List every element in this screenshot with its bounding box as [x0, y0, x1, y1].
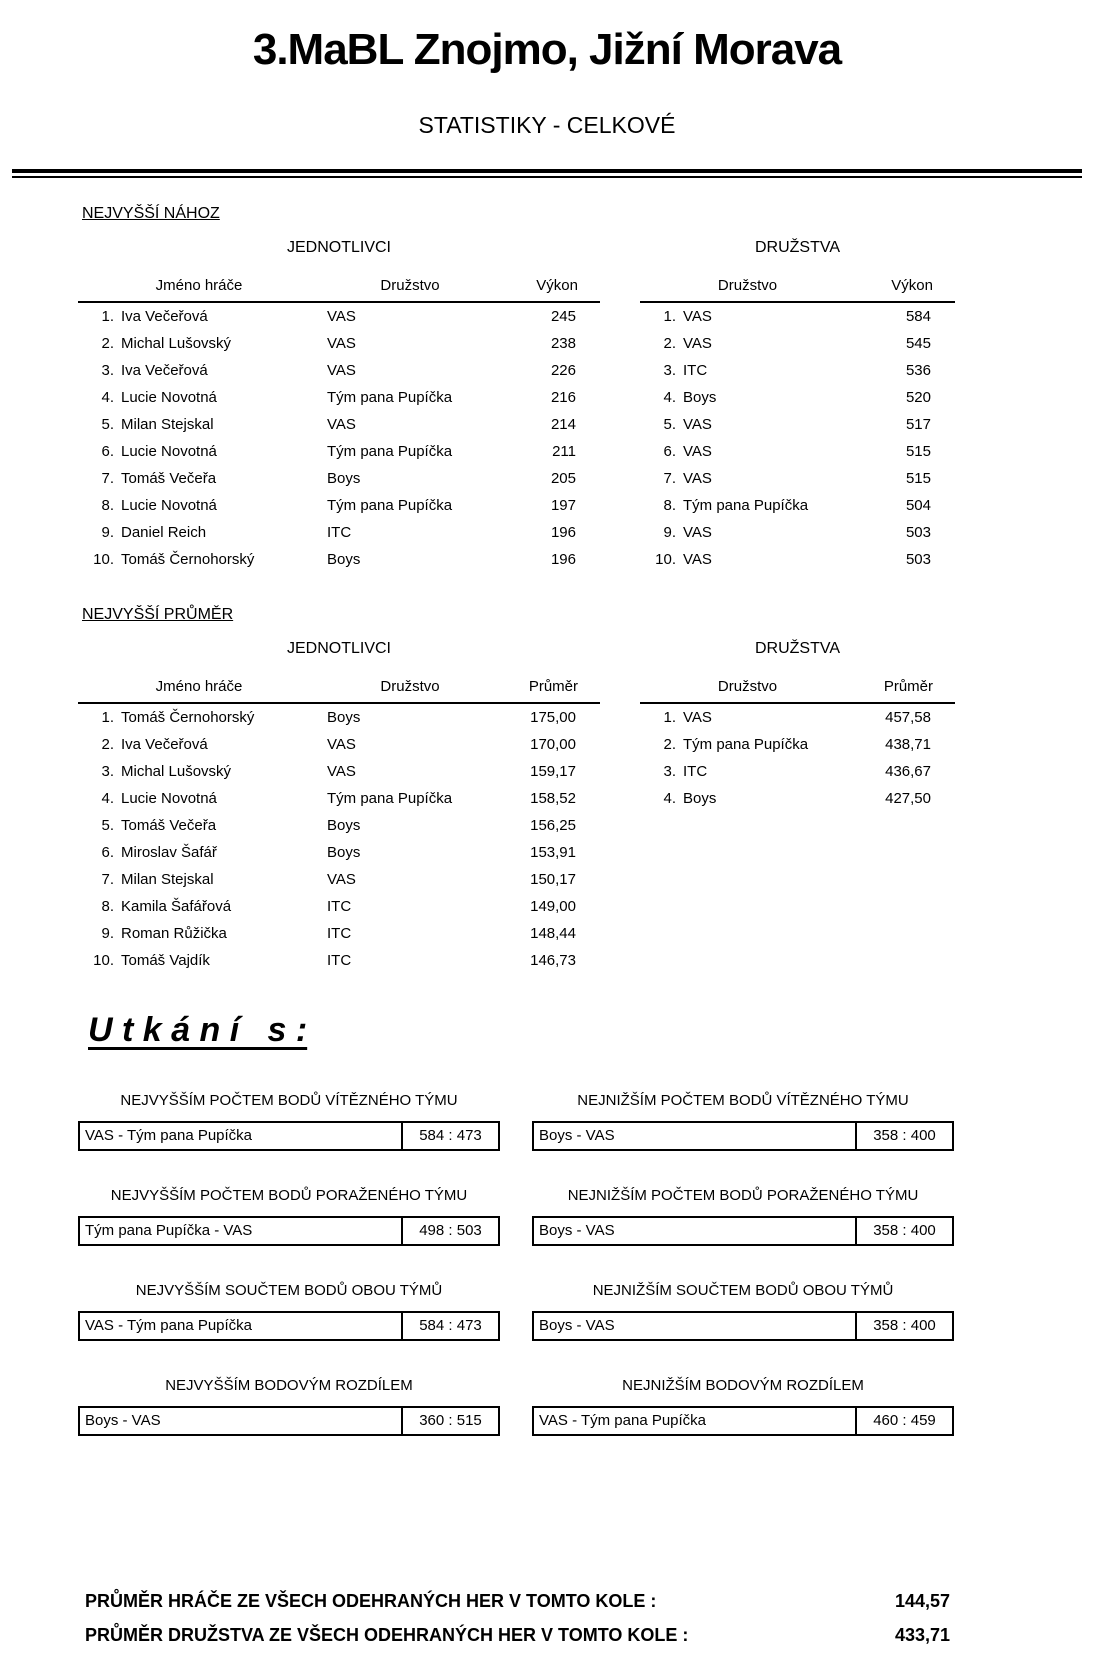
cell-value: 159,17 — [530, 763, 576, 780]
cell-value: 520 — [905, 389, 931, 406]
table-row — [78, 812, 600, 839]
table-row — [640, 546, 955, 573]
cell-name: Lucie Novotná — [121, 790, 217, 807]
divider-double-rule — [12, 169, 1082, 178]
cell-rank: 5. — [101, 817, 114, 834]
cell-rank: 3. — [663, 763, 676, 780]
cell-name: Michal Lušovský — [121, 335, 232, 352]
cell-rank: 9. — [101, 925, 114, 942]
match-item — [532, 1377, 954, 1436]
utkani-heading: U t k á n í s : — [88, 1011, 308, 1049]
cell-name: Tomáš Černohorský — [121, 551, 255, 568]
cell-name: Iva Večeřová — [121, 308, 208, 325]
match-score: 584 : 473 — [419, 1317, 482, 1334]
table-header-row — [78, 678, 600, 704]
cell-team: VAS — [683, 470, 712, 487]
table-row — [78, 947, 600, 974]
column-header-value: Výkon — [891, 277, 933, 294]
table-row — [640, 465, 955, 492]
table-body — [78, 303, 600, 573]
cell-name: Lucie Novotná — [121, 389, 217, 406]
cell-value: 205 — [550, 470, 576, 487]
cell-name: Daniel Reich — [121, 524, 207, 541]
cell-team: VAS — [683, 335, 712, 352]
cell-team: VAS — [327, 362, 356, 379]
match-label: NEJVYŠŠÍM POČTEM BODŮ PORAŽENÉHO TÝMU — [110, 1187, 468, 1204]
cell-value: 146,73 — [530, 952, 576, 969]
table-row — [78, 785, 600, 812]
table-row — [78, 492, 600, 519]
cell-team: Tým pana Pupíčka — [327, 443, 453, 460]
cell-team: VAS — [327, 871, 356, 888]
match-box — [78, 1121, 500, 1151]
cell-name: Iva Večeřová — [121, 736, 208, 753]
cell-rank: 8. — [101, 497, 114, 514]
column-header-team: Družstvo — [380, 678, 440, 695]
table-row — [78, 519, 600, 546]
match-item — [532, 1282, 954, 1341]
table-row — [640, 785, 955, 812]
section-heading-prumer: NEJVYŠŠÍ PRŮMĚR — [82, 606, 234, 623]
cell-team: ITC — [683, 763, 708, 780]
match-item — [78, 1092, 500, 1151]
cell-team: VAS — [327, 308, 356, 325]
table-row — [640, 384, 955, 411]
match-item — [532, 1092, 954, 1151]
cell-rank: 8. — [663, 497, 676, 514]
match-item — [78, 1377, 500, 1436]
cell-team: ITC — [327, 925, 352, 942]
cell-rank: 1. — [663, 308, 676, 325]
match-teams: Boys - VAS — [534, 1123, 857, 1149]
cell-name: Tomáš Vajdík — [121, 952, 210, 969]
table-row — [78, 357, 600, 384]
cell-value: 214 — [550, 416, 576, 433]
table-header-row — [78, 277, 600, 303]
nahoz-teams-table — [640, 239, 955, 573]
cell-rank: 7. — [101, 470, 114, 487]
cell-name: Tomáš Černohorský — [121, 709, 255, 726]
cell-value: 245 — [550, 308, 576, 325]
table-row — [640, 519, 955, 546]
table-row — [78, 330, 600, 357]
cell-team: Tým pana Pupíčka — [327, 790, 453, 807]
cell-name: Lucie Novotná — [121, 497, 217, 514]
nahoz-individuals-table — [78, 239, 600, 573]
cell-team: Boys — [327, 551, 361, 568]
column-header-value: Průměr — [883, 678, 933, 695]
section-nejvyssi-nahoz — [0, 204, 1094, 573]
table-row — [78, 920, 600, 947]
cell-team: VAS — [683, 551, 712, 568]
cell-value: 515 — [905, 443, 931, 460]
cell-rank: 2. — [101, 736, 114, 753]
cell-name: Milan Stejskal — [121, 416, 214, 433]
cell-rank: 2. — [663, 335, 676, 352]
match-score: 358 : 400 — [873, 1127, 936, 1144]
match-teams: VAS - Tým pana Pupíčka — [534, 1408, 857, 1434]
table-title-jednotlivci: JEDNOTLIVCI — [286, 640, 391, 657]
cell-rank: 2. — [663, 736, 676, 753]
table-row — [78, 758, 600, 785]
table-row — [78, 893, 600, 920]
match-item — [532, 1187, 954, 1246]
table-row — [78, 546, 600, 573]
section-nejvyssi-prumer — [0, 605, 1094, 974]
column-header-value: Výkon — [536, 277, 578, 294]
cell-rank: 8. — [101, 898, 114, 915]
table-row — [78, 465, 600, 492]
cell-value: 515 — [905, 470, 931, 487]
cell-value: 584 — [905, 308, 931, 325]
match-score: 460 : 459 — [873, 1412, 936, 1429]
cell-team: ITC — [327, 524, 352, 541]
cell-value: 148,44 — [530, 925, 576, 942]
cell-rank: 5. — [101, 416, 114, 433]
cell-team: Tým pana Pupíčka — [327, 389, 453, 406]
match-label: NEJVYŠŠÍM BODOVÝM ROZDÍLEM — [165, 1377, 413, 1394]
prumer-teams-table — [640, 640, 955, 974]
cell-team: VAS — [683, 416, 712, 433]
match-box — [532, 1406, 954, 1436]
column-header-team: Družstvo — [717, 277, 778, 294]
summary-value: 433,71 — [894, 1625, 950, 1645]
table-title-druzstva: DRUŽSTVA — [754, 640, 841, 657]
cell-name: Lucie Novotná — [121, 443, 217, 460]
table-row — [78, 866, 600, 893]
table-header-row — [640, 678, 955, 704]
match-teams: Boys - VAS — [534, 1313, 857, 1339]
cell-team: Boys — [683, 389, 717, 406]
summary-row — [85, 1618, 950, 1652]
cell-rank: 6. — [101, 443, 114, 460]
cell-rank: 9. — [101, 524, 114, 541]
match-box — [532, 1121, 954, 1151]
cell-value: 149,00 — [530, 898, 576, 915]
cell-team: ITC — [327, 952, 352, 969]
cell-rank: 10. — [655, 551, 676, 568]
match-label: NEJVYŠŠÍM POČTEM BODŮ VÍTĚZNÉHO TÝMU — [120, 1092, 458, 1109]
table-row — [640, 758, 955, 785]
cell-team: ITC — [327, 898, 352, 915]
cell-rank: 9. — [663, 524, 676, 541]
column-header-name: Jméno hráče — [155, 678, 243, 695]
cell-team: Boys — [327, 817, 361, 834]
table-row — [640, 704, 955, 731]
cell-name: Roman Růžička — [121, 925, 227, 942]
cell-value: 196 — [550, 551, 576, 568]
cell-rank: 4. — [663, 389, 676, 406]
match-label: NEJNIŽŠÍM POČTEM BODŮ PORAŽENÉHO TÝMU — [567, 1187, 919, 1204]
cell-team: Boys — [327, 470, 361, 487]
page-title: 3.MaBL Znojmo, Jižní Morava — [252, 25, 842, 74]
cell-value: 216 — [550, 389, 576, 406]
table-row — [78, 704, 600, 731]
table-title-jednotlivci: JEDNOTLIVCI — [286, 239, 391, 256]
cell-name: Milan Stejskal — [121, 871, 214, 888]
cell-team: Boys — [683, 790, 717, 807]
table-row — [78, 411, 600, 438]
cell-value: 504 — [905, 497, 931, 514]
cell-team: Tým pana Pupíčka — [327, 497, 453, 514]
cell-value: 436,67 — [885, 763, 931, 780]
match-score: 360 : 515 — [419, 1412, 482, 1429]
column-header-name: Jméno hráče — [155, 277, 243, 294]
table-row — [78, 384, 600, 411]
match-label: NEJNIŽŠÍM BODOVÝM ROZDÍLEM — [622, 1377, 864, 1394]
table-row — [78, 839, 600, 866]
cell-team: Tým pana Pupíčka — [683, 736, 809, 753]
table-row — [640, 357, 955, 384]
table-header-row — [640, 277, 955, 303]
cell-value: 211 — [552, 443, 576, 460]
table-body — [640, 303, 955, 573]
column-header-team: Družstvo — [717, 678, 778, 695]
table-row — [640, 492, 955, 519]
table-row — [640, 438, 955, 465]
cell-value: 158,52 — [530, 790, 576, 807]
cell-value: 238 — [550, 335, 576, 352]
cell-rank: 5. — [663, 416, 676, 433]
cell-rank: 3. — [101, 763, 114, 780]
cell-name: Tomáš Večeřa — [121, 817, 217, 834]
cell-value: 438,71 — [885, 736, 931, 753]
cell-name: Tomáš Večeřa — [121, 470, 217, 487]
match-teams: Boys - VAS — [80, 1408, 403, 1434]
match-item — [78, 1282, 500, 1341]
cell-value: 503 — [905, 524, 931, 541]
cell-rank: 2. — [101, 335, 114, 352]
cell-rank: 6. — [663, 443, 676, 460]
table-row — [78, 731, 600, 758]
match-teams: VAS - Tým pana Pupíčka — [80, 1313, 403, 1339]
column-header-value: Průměr — [528, 678, 578, 695]
match-box — [532, 1311, 954, 1341]
cell-team: Boys — [327, 709, 361, 726]
cell-value: 175,00 — [530, 709, 576, 726]
match-label: NEJNIŽŠÍM SOUČTEM BODŮ OBOU TÝMŮ — [592, 1282, 894, 1299]
table-row — [640, 411, 955, 438]
cell-value: 170,00 — [530, 736, 576, 753]
cell-name: Miroslav Šafář — [121, 844, 217, 861]
cell-team: VAS — [683, 308, 712, 325]
cell-team: VAS — [327, 335, 356, 352]
cell-rank: 1. — [101, 308, 114, 325]
match-box — [78, 1216, 500, 1246]
cell-value: 503 — [905, 551, 931, 568]
table-body — [78, 704, 600, 974]
match-label: NEJNIŽŠÍM POČTEM BODŮ VÍTĚZNÉHO TÝMU — [577, 1092, 909, 1109]
cell-team: VAS — [327, 736, 356, 753]
cell-team: Tým pana Pupíčka — [683, 497, 809, 514]
match-score: 358 : 400 — [873, 1317, 936, 1334]
cell-value: 517 — [905, 416, 931, 433]
match-teams: Tým pana Pupíčka - VAS — [80, 1218, 403, 1244]
table-row — [640, 303, 955, 330]
match-score: 358 : 400 — [873, 1222, 936, 1239]
cell-rank: 7. — [101, 871, 114, 888]
prumer-individuals-table — [78, 640, 600, 974]
match-box — [78, 1406, 500, 1436]
cell-rank: 3. — [101, 362, 114, 379]
match-teams: Boys - VAS — [534, 1218, 857, 1244]
cell-team: VAS — [683, 709, 712, 726]
cell-team: VAS — [683, 524, 712, 541]
cell-name: Iva Večeřová — [121, 362, 208, 379]
cell-value: 156,25 — [530, 817, 576, 834]
cell-rank: 4. — [101, 389, 114, 406]
table-row — [78, 303, 600, 330]
column-header-team: Družstvo — [380, 277, 440, 294]
page-subtitle: STATISTIKY - CELKOVÉ — [418, 112, 676, 138]
match-label: NEJVYŠŠÍM SOUČTEM BODŮ OBOU TÝMŮ — [135, 1282, 443, 1299]
summary-value: 144,57 — [894, 1591, 950, 1611]
table-title-druzstva: DRUŽSTVA — [754, 239, 841, 256]
cell-rank: 1. — [663, 709, 676, 726]
cell-value: 196 — [550, 524, 576, 541]
cell-team: VAS — [683, 443, 712, 460]
summary-label: PRŮMĚR HRÁČE ZE VŠECH ODEHRANÝCH HER V TOMTO KOLE : — [85, 1591, 657, 1611]
match-item — [78, 1187, 500, 1246]
cell-name: Michal Lušovský — [121, 763, 232, 780]
table-row — [78, 438, 600, 465]
match-score: 498 : 503 — [419, 1222, 482, 1239]
cell-rank: 1. — [101, 709, 114, 726]
cell-team: ITC — [683, 362, 708, 379]
cell-rank: 10. — [93, 551, 114, 568]
cell-name: Kamila Šafářová — [121, 898, 232, 915]
cell-value: 197 — [550, 497, 576, 514]
match-teams: VAS - Tým pana Pupíčka — [80, 1123, 403, 1149]
summary-label: PRŮMĚR DRUŽSTVA ZE VŠECH ODEHRANÝCH HER V TOMTO KOLE : — [85, 1625, 689, 1645]
cell-rank: 4. — [101, 790, 114, 807]
cell-team: Boys — [327, 844, 361, 861]
cell-value: 545 — [905, 335, 931, 352]
cell-value: 226 — [550, 362, 576, 379]
cell-value: 150,17 — [530, 871, 576, 888]
match-box — [78, 1311, 500, 1341]
match-score: 584 : 473 — [419, 1127, 482, 1144]
section-heading-nahoz: NEJVYŠŠÍ NÁHOZ — [82, 205, 220, 222]
cell-rank: 6. — [101, 844, 114, 861]
summary-row — [85, 1584, 950, 1618]
cell-rank: 3. — [663, 362, 676, 379]
cell-rank: 4. — [663, 790, 676, 807]
cell-value: 153,91 — [530, 844, 576, 861]
summary-block — [85, 1584, 950, 1652]
match-box — [532, 1216, 954, 1246]
cell-value: 457,58 — [885, 709, 931, 726]
cell-team: VAS — [327, 763, 356, 780]
cell-value: 536 — [905, 362, 931, 379]
table-body — [640, 704, 955, 812]
cell-rank: 10. — [93, 952, 114, 969]
cell-value: 427,50 — [885, 790, 931, 807]
cell-team: VAS — [327, 416, 356, 433]
table-row — [640, 731, 955, 758]
table-row — [640, 330, 955, 357]
match-grid — [0, 1092, 1094, 1436]
cell-rank: 7. — [663, 470, 676, 487]
